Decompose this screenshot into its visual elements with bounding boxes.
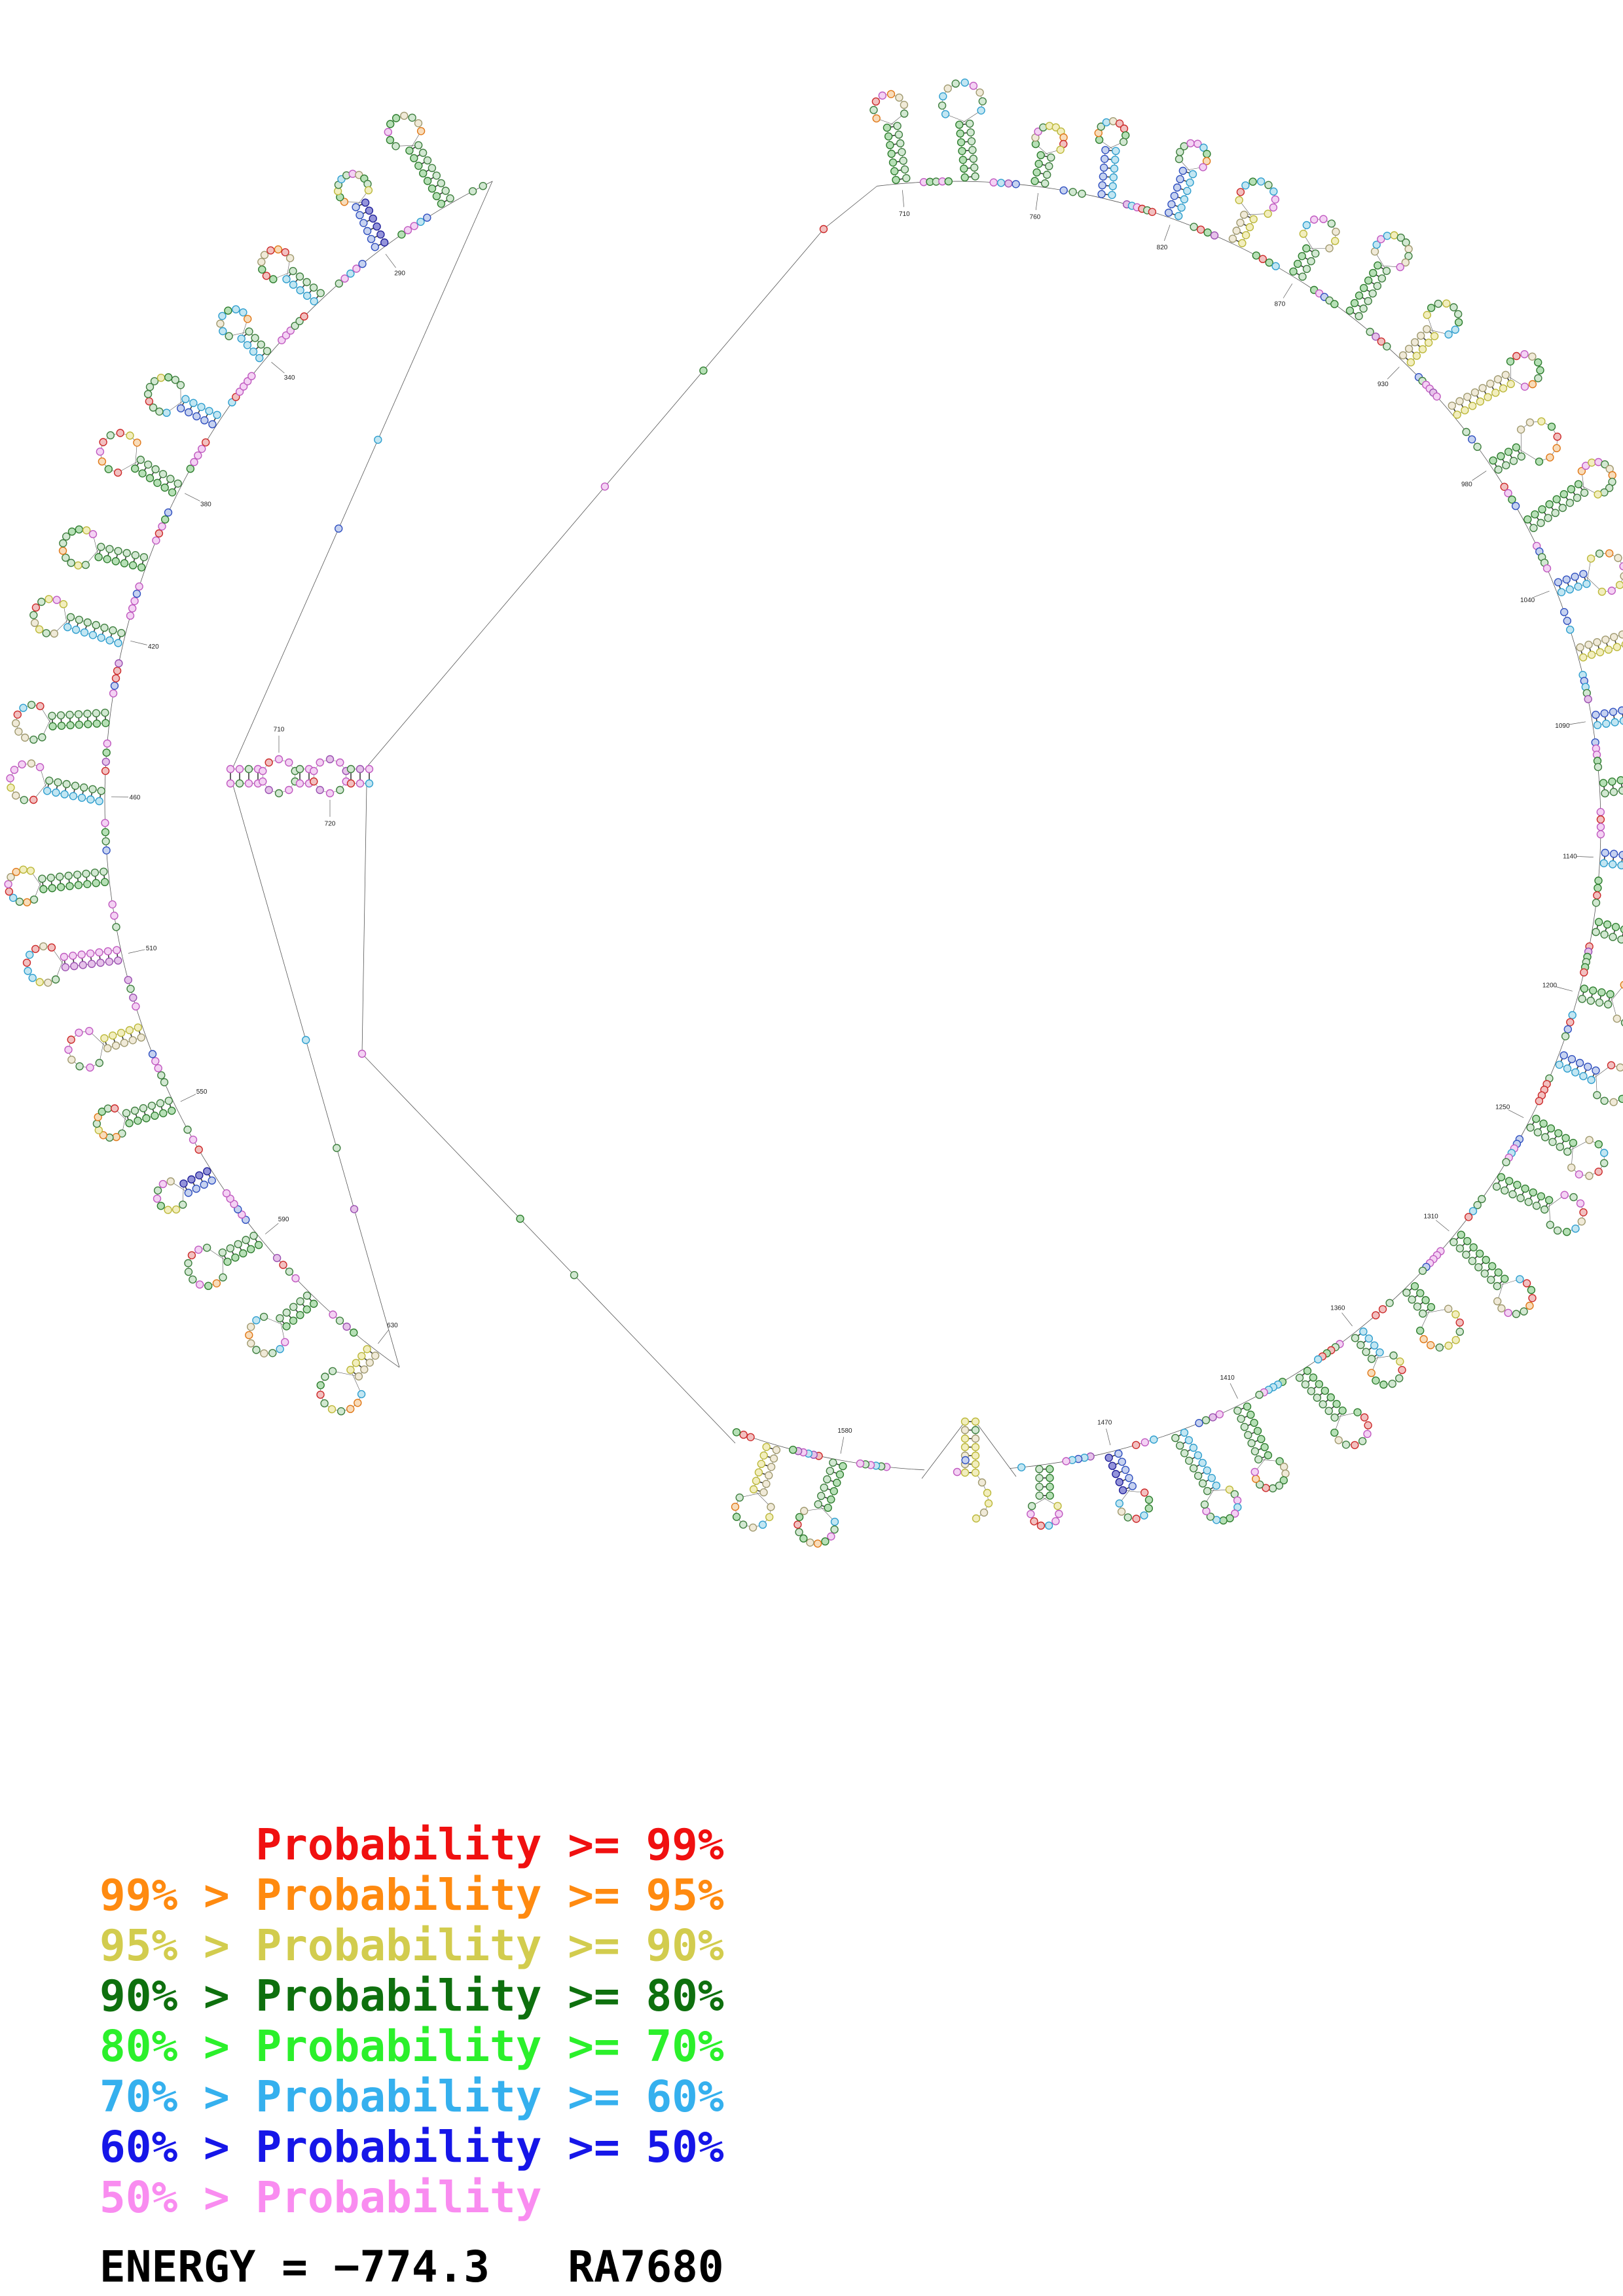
svg-text:1090: 1090 bbox=[1555, 723, 1570, 730]
svg-text:1040: 1040 bbox=[1520, 596, 1535, 604]
svg-text:1250: 1250 bbox=[1495, 1103, 1510, 1111]
legend-line-95-99: 99% > Probability >= 95% bbox=[100, 1870, 724, 1920]
svg-text:290: 290 bbox=[394, 270, 405, 278]
legend-line-80-90: 90% > Probability >= 80% bbox=[100, 1971, 724, 2021]
svg-text:1360: 1360 bbox=[1330, 1304, 1345, 1312]
svg-text:980: 980 bbox=[1461, 481, 1472, 489]
svg-text:460: 460 bbox=[129, 794, 141, 802]
svg-text:1410: 1410 bbox=[1220, 1374, 1235, 1382]
svg-text:760: 760 bbox=[1029, 213, 1041, 221]
svg-text:1580: 1580 bbox=[837, 1427, 852, 1435]
legend-line-60-70: 70% > Probability >= 60% bbox=[100, 2072, 724, 2122]
legend-line-90-95: 95% > Probability >= 90% bbox=[100, 1920, 724, 1971]
svg-text:930: 930 bbox=[1377, 381, 1389, 388]
svg-text:550: 550 bbox=[196, 1088, 208, 1096]
legend-line-below-50: 50% > Probability bbox=[100, 2172, 542, 2223]
svg-text:1310: 1310 bbox=[1423, 1213, 1438, 1221]
crescent-domain bbox=[5, 112, 492, 1414]
svg-text:820: 820 bbox=[1156, 243, 1168, 251]
legend-line-50-60: 60% > Probability >= 50% bbox=[100, 2122, 724, 2172]
internal-stems bbox=[227, 756, 373, 797]
svg-text:1140: 1140 bbox=[1563, 853, 1577, 861]
svg-text:1200: 1200 bbox=[1542, 982, 1558, 990]
legend-line-99: Probability >= 99% bbox=[100, 1820, 724, 1870]
svg-text:380: 380 bbox=[200, 501, 211, 509]
svg-text:510: 510 bbox=[145, 945, 157, 952]
svg-text:710: 710 bbox=[899, 210, 910, 218]
svg-text:710: 710 bbox=[273, 726, 285, 734]
main-circle-domain bbox=[732, 79, 1623, 1547]
energy-annotation: ENERGY = −774.3 RA7680 bbox=[100, 2242, 724, 2292]
svg-text:1470: 1470 bbox=[1097, 1419, 1112, 1427]
svg-text:420: 420 bbox=[147, 643, 159, 651]
svg-text:590: 590 bbox=[278, 1216, 289, 1224]
svg-text:340: 340 bbox=[283, 374, 295, 382]
connector-chords bbox=[233, 181, 877, 1443]
sequence-labels bbox=[111, 190, 1594, 1454]
probability-legend bbox=[100, 1820, 724, 2223]
svg-text:870: 870 bbox=[1274, 300, 1286, 308]
legend-line-70-80: 80% > Probability >= 70% bbox=[100, 2021, 724, 2072]
svg-text:720: 720 bbox=[324, 820, 336, 828]
svg-text:630: 630 bbox=[387, 1321, 398, 1329]
notch-structure bbox=[922, 1418, 1016, 1522]
